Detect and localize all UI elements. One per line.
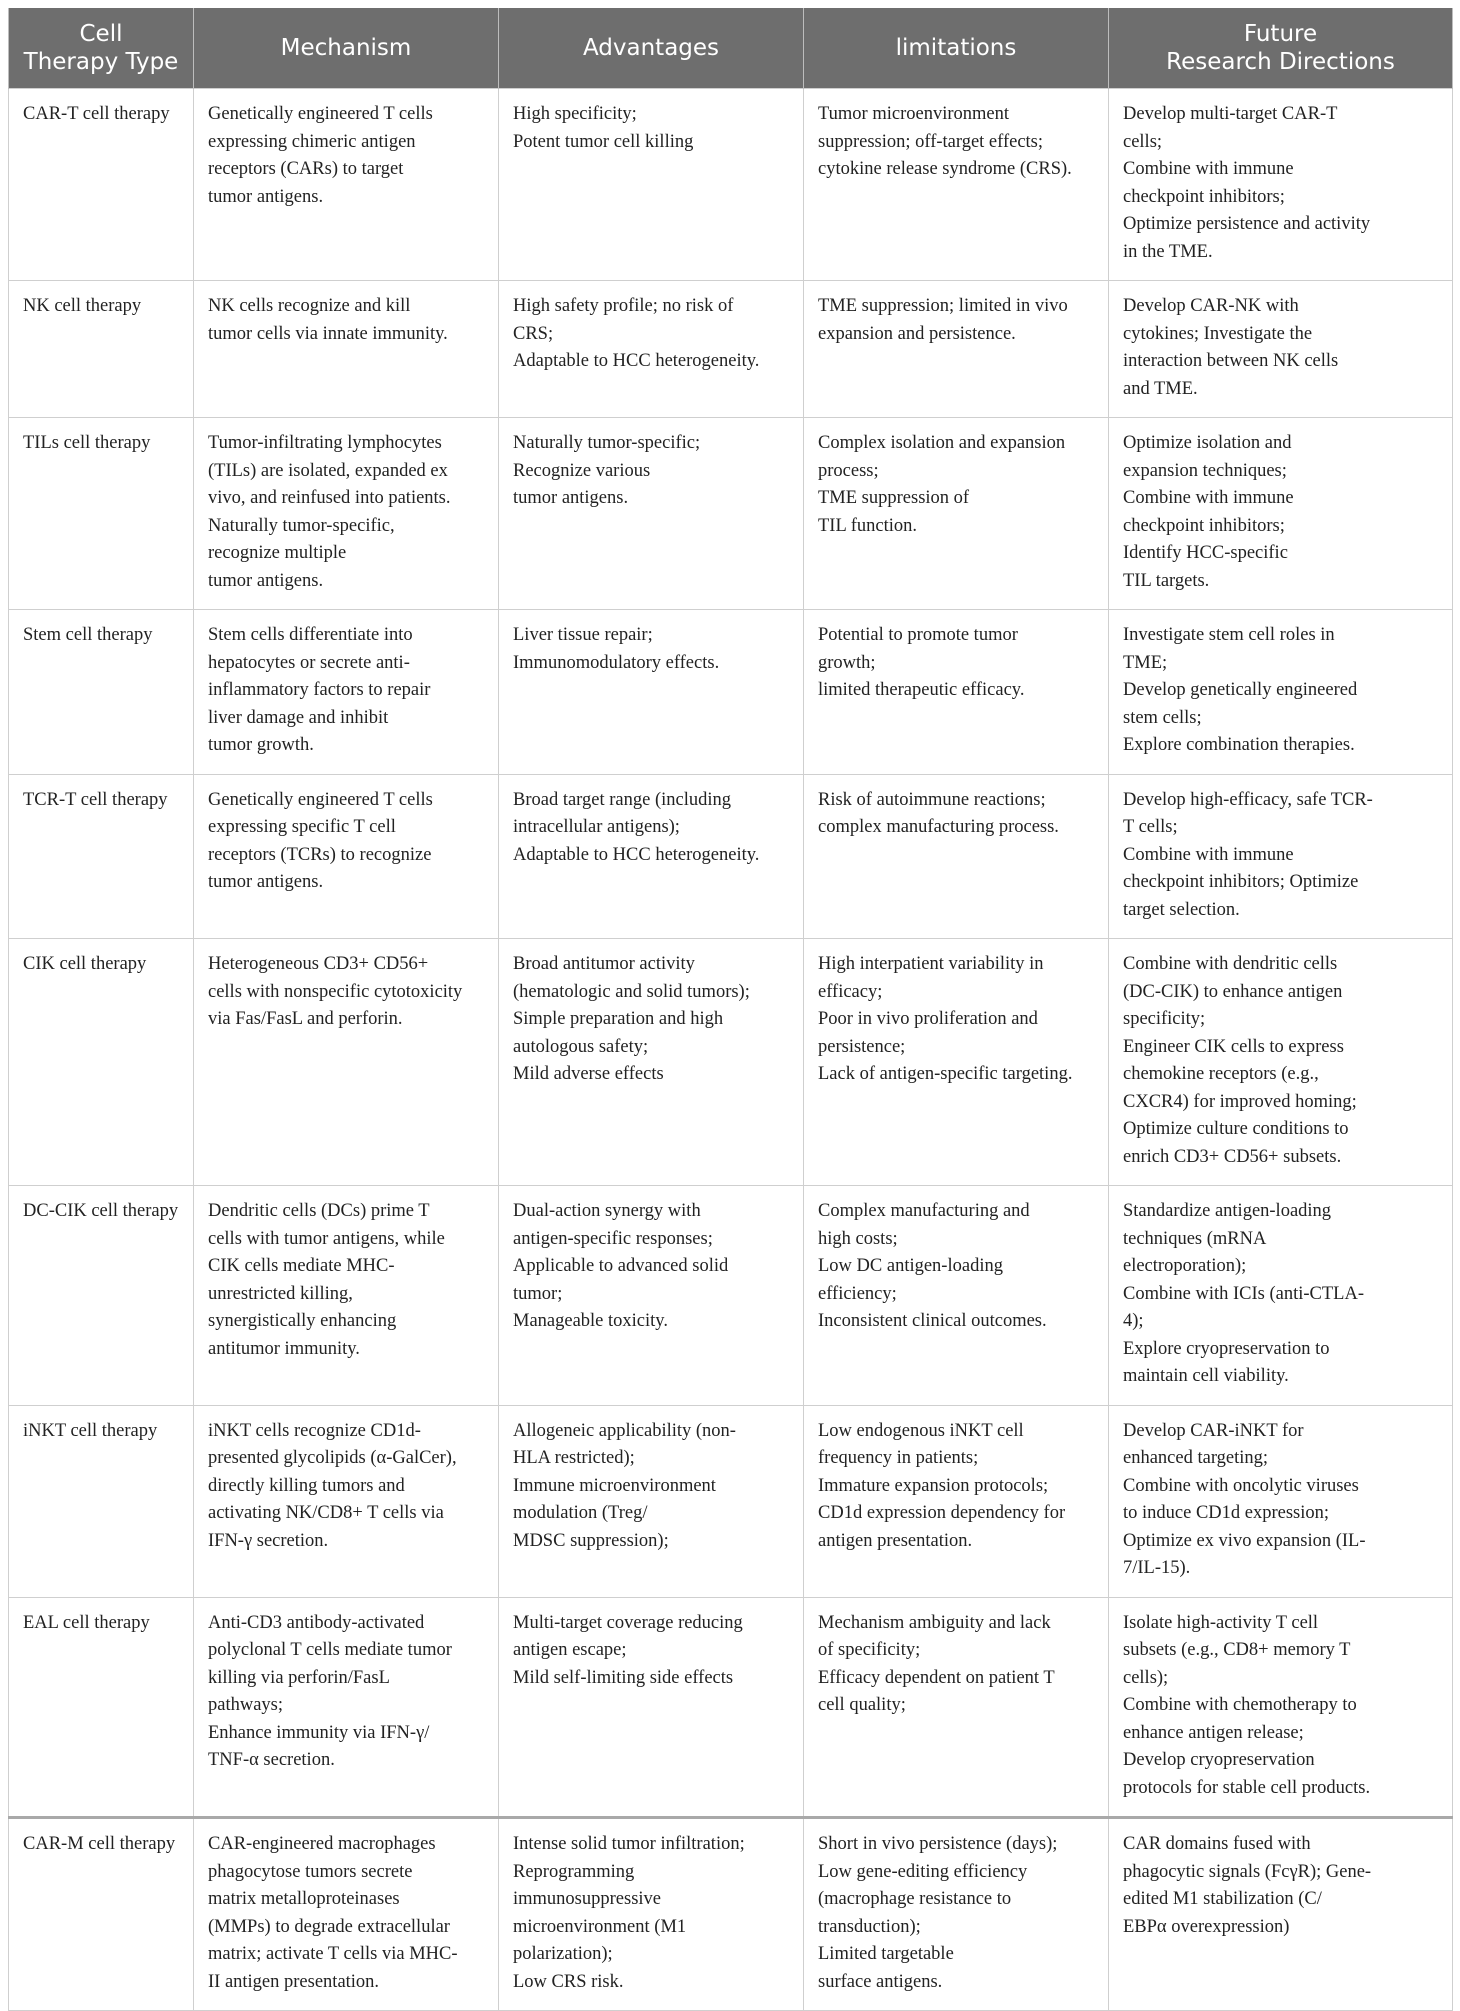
cell-line: TME;: [1123, 652, 1168, 673]
cell-line: cells with nonspecific cytotoxicity: [208, 981, 463, 1002]
table-row: [9, 1405, 1453, 1597]
mechanism-cell: [194, 939, 499, 1186]
cell-line: Tumor-infiltrating lymphocytes: [208, 433, 442, 453]
cell-line: complex manufacturing process.: [818, 817, 1059, 837]
cell-line: antigen-specific responses;: [513, 1228, 713, 1249]
cell-line: Optimize ex vivo expansion (IL-: [1123, 1530, 1366, 1551]
cell-line: Isolate high-activity T cell: [1123, 1612, 1319, 1633]
cell-line: Optimize isolation and: [1123, 433, 1292, 453]
cell-line: enrich CD3+ CD56+ subsets.: [1123, 1146, 1342, 1167]
table-row: [9, 1186, 1453, 1406]
therapy-type-cell: CIK cell therapy: [9, 939, 194, 1186]
header-cell-therapy-type: Cell Therapy Type: [9, 8, 194, 89]
cell-line: expansion and persistence.: [818, 323, 1016, 344]
cell-line: growth;: [818, 652, 876, 673]
cell-line: Optimize culture conditions to: [1123, 1119, 1349, 1139]
cell-line: (TILs) are isolated, expanded ex: [208, 460, 448, 481]
cell-line: Develop CAR-iNKT for: [1123, 1420, 1304, 1441]
cell-line: Combine with oncolytic viruses: [1123, 1475, 1359, 1496]
cell-line: expressing specific T cell: [208, 817, 396, 837]
cell-line: 7/IL-15).: [1123, 1558, 1191, 1578]
cell-line: iNKT cells recognize CD1d-: [208, 1420, 421, 1441]
header-advantages: Advantages: [499, 8, 804, 89]
cell-line: immunosuppressive: [513, 1889, 661, 1909]
cell-line: suppression; off-target effects;: [818, 131, 1044, 152]
cell-line: (DC-CIK) to enhance antigen: [1123, 981, 1343, 1002]
cell-line: CIK cells mediate MHC-: [208, 1256, 395, 1276]
cell-line: phagocytose tumors secrete: [208, 1861, 413, 1882]
future-directions-cell: [1109, 1597, 1453, 1818]
table-row: [9, 89, 1453, 281]
cell-line: Optimize persistence and activity: [1123, 214, 1371, 234]
cell-line: Low CRS risk.: [513, 1971, 624, 1992]
cell-line: tumor growth.: [208, 735, 314, 755]
cell-therapy-table: [8, 8, 1453, 2011]
cell-line: matrix metalloproteinases: [208, 1889, 400, 1909]
cell-line: 4);: [1123, 1311, 1144, 1331]
cell-line: Mild adverse effects: [513, 1064, 664, 1084]
cell-line: limited therapeutic efficacy.: [818, 680, 1025, 700]
mechanism-cell: [194, 1186, 499, 1406]
cell-line: cells);: [1123, 1667, 1169, 1688]
cell-line: Combine with ICIs (anti-CTLA-: [1123, 1283, 1364, 1304]
cell-line: High safety profile; no risk of: [513, 296, 734, 316]
cell-line: process;: [818, 460, 879, 481]
cell-line: frequency in patients;: [818, 1448, 979, 1468]
cell-line: synergistically enhancing: [208, 1311, 397, 1331]
cell-line: CXCR4) for improved homing;: [1123, 1091, 1357, 1112]
cell-line: Liver tissue repair;: [513, 625, 653, 645]
cell-line: Short in vivo persistence (days);: [818, 1834, 1058, 1854]
cell-line: microenvironment (M1: [513, 1916, 687, 1937]
cell-line: EBPα overexpression): [1123, 1916, 1290, 1937]
cell-line: high costs;: [818, 1228, 898, 1249]
future-directions-cell: [1109, 610, 1453, 775]
cell-line: presented glycolipids (α-GalCer),: [208, 1448, 457, 1468]
table-row: [9, 610, 1453, 775]
cell-line: cells;: [1123, 131, 1163, 152]
cell-line: and TME.: [1123, 378, 1198, 399]
cell-line: expressing chimeric antigen: [208, 131, 416, 152]
cell-line: IFN-γ secretion.: [208, 1530, 329, 1551]
cell-line: Potent tumor cell killing: [513, 131, 694, 152]
cell-line: Allogeneic applicability (non-: [513, 1420, 736, 1441]
advantages-cell: [499, 774, 804, 939]
future-directions-cell: [1109, 1405, 1453, 1597]
cell-line: cells with tumor antigens, while: [208, 1228, 445, 1249]
mechanism-cell: [194, 1405, 499, 1597]
cell-line: Limited targetable: [818, 1944, 954, 1964]
cell-line: NK cells recognize and kill: [208, 296, 411, 316]
cell-line: Naturally tumor-specific;: [513, 433, 701, 453]
cell-line: interaction between NK cells: [1123, 351, 1339, 371]
cell-line: Low endogenous iNKT cell: [818, 1420, 1024, 1441]
cell-line: to induce CD1d expression;: [1123, 1503, 1330, 1523]
cell-line: Combine with immune: [1123, 844, 1294, 865]
cell-line: Inconsistent clinical outcomes.: [818, 1311, 1047, 1331]
cell-line: Dendritic cells (DCs) prime T: [208, 1201, 430, 1221]
cell-line: Recognize various: [513, 460, 651, 481]
cell-line: Develop CAR-NK with: [1123, 296, 1299, 316]
cell-line: (macrophage resistance to: [818, 1889, 1012, 1909]
cell-line: persistence;: [818, 1036, 906, 1057]
header-future-research-directions: Future Research Directions: [1109, 8, 1453, 89]
cell-line: Applicable to advanced solid: [513, 1256, 729, 1276]
cell-line: Risk of autoimmune reactions;: [818, 789, 1046, 810]
cell-line: antitumor immunity.: [208, 1338, 360, 1359]
cell-line: High specificity;: [513, 104, 637, 124]
cell-line: efficiency;: [818, 1283, 897, 1304]
limitations-cell: [804, 1405, 1109, 1597]
cell-line: Develop cryopreservation: [1123, 1750, 1315, 1770]
cell-line: Manageable toxicity.: [513, 1311, 668, 1331]
cell-line: TNF-α secretion.: [208, 1750, 335, 1770]
advantages-cell: [499, 418, 804, 610]
cell-line: Genetically engineered T cells: [208, 104, 433, 124]
cell-line: TME suppression; limited in vivo: [818, 296, 1068, 316]
cell-line: Standardize antigen-loading: [1123, 1201, 1332, 1221]
table-row: [9, 1818, 1453, 2011]
therapy-type-cell: TILs cell therapy: [9, 418, 194, 610]
cell-line: Explore cryopreservation to: [1123, 1338, 1330, 1359]
cell-line: Enhance immunity via IFN-γ/: [208, 1722, 430, 1743]
advantages-cell: [499, 281, 804, 418]
future-directions-cell: [1109, 939, 1453, 1186]
cell-line: specificity;: [1123, 1009, 1206, 1029]
cell-line: checkpoint inhibitors;: [1123, 186, 1285, 207]
future-directions-cell: [1109, 774, 1453, 939]
header-row: [9, 8, 1453, 89]
cell-line: Simple preparation and high: [513, 1009, 724, 1029]
therapy-type-cell: CAR-T cell therapy: [9, 89, 194, 281]
cell-line: recognize multiple: [208, 543, 347, 563]
limitations-cell: [804, 281, 1109, 418]
cell-line: cell quality;: [818, 1695, 906, 1715]
cell-line: enhance antigen release;: [1123, 1722, 1304, 1743]
cell-line: cytokines; Investigate the: [1123, 323, 1313, 344]
cell-line: tumor antigens.: [208, 186, 324, 207]
therapy-type-cell: TCR-T cell therapy: [9, 774, 194, 939]
cell-line: expansion techniques;: [1123, 460, 1287, 481]
cell-line: Develop genetically engineered: [1123, 680, 1358, 700]
cell-line: polarization);: [513, 1944, 613, 1964]
cell-line: Immature expansion protocols;: [818, 1475, 1049, 1496]
cell-line: killing via perforin/FasL: [208, 1667, 390, 1688]
cell-line: activating NK/CD8+ T cells via: [208, 1503, 444, 1523]
future-directions-cell: [1109, 1186, 1453, 1406]
mechanism-cell: [194, 610, 499, 775]
cell-line: cytokine release syndrome (CRS).: [818, 159, 1072, 179]
cell-line: matrix; activate T cells via MHC-: [208, 1944, 458, 1964]
mechanism-cell: [194, 774, 499, 939]
advantages-cell: [499, 89, 804, 281]
cell-line: Immunomodulatory effects.: [513, 652, 720, 673]
cell-line: Explore combination therapies.: [1123, 735, 1355, 755]
cell-line: receptors (TCRs) to recognize: [208, 844, 432, 865]
therapy-type-cell: CAR-M cell therapy: [9, 1818, 194, 2011]
cell-line: CAR domains fused with: [1123, 1834, 1311, 1854]
cell-line: polyclonal T cells mediate tumor: [208, 1640, 452, 1660]
cell-line: phagocytic signals (FcγR); Gene-: [1123, 1861, 1372, 1882]
cell-line: TME suppression of: [818, 488, 970, 508]
cell-line: chemokine receptors (e.g.,: [1123, 1064, 1319, 1084]
cell-line: Immune microenvironment: [513, 1475, 716, 1496]
cell-line: Multi-target coverage reducing: [513, 1612, 743, 1633]
cell-line: (hematologic and solid tumors);: [513, 981, 750, 1002]
advantages-cell: [499, 1186, 804, 1406]
cell-line: antigen presentation.: [818, 1530, 973, 1551]
table-row: [9, 939, 1453, 1186]
table-row: [9, 1597, 1453, 1818]
cell-line: unrestricted killing,: [208, 1283, 353, 1304]
cell-line: vivo, and reinfused into patients.: [208, 488, 451, 508]
cell-line: efficacy;: [818, 981, 883, 1002]
cell-line: of specificity;: [818, 1640, 921, 1660]
cell-line: TIL function.: [818, 515, 917, 536]
cell-line: liver damage and inhibit: [208, 707, 389, 728]
cell-line: Efficacy dependent on patient T: [818, 1667, 1055, 1688]
cell-line: subsets (e.g., CD8+ memory T: [1123, 1640, 1351, 1660]
mechanism-cell: [194, 89, 499, 281]
advantages-cell: [499, 610, 804, 775]
cell-line: Engineer CIK cells to express: [1123, 1036, 1344, 1057]
table-row: [9, 281, 1453, 418]
mechanism-cell: [194, 418, 499, 610]
cell-line: T cells;: [1123, 817, 1178, 837]
header-mechanism: Mechanism: [194, 8, 499, 89]
limitations-cell: [804, 1597, 1109, 1818]
cell-line: checkpoint inhibitors; Optimize: [1123, 872, 1359, 892]
cell-line: target selection.: [1123, 899, 1240, 920]
cell-line: via Fas/FasL and perforin.: [208, 1009, 403, 1029]
cell-line: Heterogeneous CD3+ CD56+: [208, 954, 429, 974]
cell-line: High interpatient variability in: [818, 954, 1044, 974]
cell-line: Mechanism ambiguity and lack: [818, 1612, 1051, 1633]
advantages-cell: [499, 1818, 804, 2011]
cell-line: HLA restricted);: [513, 1448, 635, 1468]
therapy-type-cell: Stem cell therapy: [9, 610, 194, 775]
therapy-type-cell: NK cell therapy: [9, 281, 194, 418]
cell-line: Combine with immune: [1123, 488, 1294, 508]
cell-line: Poor in vivo proliferation and: [818, 1009, 1038, 1029]
therapy-type-cell: EAL cell therapy: [9, 1597, 194, 1818]
cell-line: Broad target range (including: [513, 789, 731, 810]
cell-line: edited M1 stabilization (C/: [1123, 1889, 1322, 1909]
table-row: [9, 418, 1453, 610]
cell-line: stem cells;: [1123, 707, 1202, 728]
cell-line: Low DC antigen-loading: [818, 1256, 1003, 1276]
cell-line: surface antigens.: [818, 1971, 943, 1992]
cell-line: checkpoint inhibitors;: [1123, 515, 1285, 536]
cell-line: receptors (CARs) to target: [208, 159, 404, 179]
cell-line: directly killing tumors and: [208, 1475, 405, 1496]
cell-line: Dual-action synergy with: [513, 1201, 701, 1221]
cell-line: Intense solid tumor infiltration;: [513, 1834, 745, 1854]
cell-line: Develop multi-target CAR-T: [1123, 104, 1338, 124]
cell-line: tumor antigens.: [208, 872, 324, 892]
cell-line: autologous safety;: [513, 1036, 649, 1057]
limitations-cell: [804, 610, 1109, 775]
mechanism-cell: [194, 281, 499, 418]
cell-line: Investigate stem cell roles in: [1123, 625, 1335, 645]
limitations-cell: [804, 1186, 1109, 1406]
cell-line: Lack of antigen-specific targeting.: [818, 1064, 1073, 1084]
cell-line: Adaptable to HCC heterogeneity.: [513, 351, 760, 371]
cell-line: Low gene-editing efficiency: [818, 1861, 1028, 1882]
cell-line: CRS;: [513, 323, 554, 344]
cell-line: Identify HCC-specific: [1123, 543, 1288, 563]
limitations-cell: [804, 1818, 1109, 2011]
cell-line: Stem cells differentiate into: [208, 625, 413, 645]
cell-line: TIL targets.: [1123, 570, 1210, 591]
cell-line: intracellular antigens);: [513, 817, 680, 837]
cell-line: pathways;: [208, 1695, 284, 1715]
cell-line: transduction);: [818, 1916, 921, 1937]
cell-line: Anti-CD3 antibody-activated: [208, 1612, 425, 1633]
limitations-cell: [804, 774, 1109, 939]
cell-line: Combine with chemotherapy to: [1123, 1695, 1357, 1715]
limitations-cell: [804, 89, 1109, 281]
cell-line: CD1d expression dependency for: [818, 1503, 1066, 1523]
limitations-cell: [804, 418, 1109, 610]
future-directions-cell: [1109, 1818, 1453, 2011]
advantages-cell: [499, 939, 804, 1186]
therapy-type-cell: DC-CIK cell therapy: [9, 1186, 194, 1406]
cell-line: Mild self-limiting side effects: [513, 1667, 734, 1688]
cell-line: Develop high-efficacy, safe TCR-: [1123, 789, 1373, 810]
cell-line: modulation (Treg/: [513, 1503, 648, 1523]
cell-line: tumor antigens.: [513, 488, 629, 508]
future-directions-cell: [1109, 89, 1453, 281]
cell-line: tumor;: [513, 1283, 563, 1304]
cell-line: techniques (mRNA: [1123, 1228, 1267, 1249]
cell-line: Genetically engineered T cells: [208, 789, 433, 810]
header-limitations: limitations: [804, 8, 1109, 89]
cell-line: protocols for stable cell products.: [1123, 1777, 1371, 1798]
cell-line: Combine with immune: [1123, 159, 1294, 179]
cell-line: Complex isolation and expansion: [818, 433, 1066, 453]
cell-line: in the TME.: [1123, 241, 1213, 262]
cell-line: MDSC suppression);: [513, 1530, 669, 1551]
future-directions-cell: [1109, 418, 1453, 610]
cell-line: Complex manufacturing and: [818, 1201, 1030, 1221]
table-body: [9, 89, 1453, 2011]
cell-line: tumor antigens.: [208, 570, 324, 591]
cell-line: Adaptable to HCC heterogeneity.: [513, 844, 760, 865]
advantages-cell: [499, 1405, 804, 1597]
limitations-cell: [804, 939, 1109, 1186]
cell-line: inflammatory factors to repair: [208, 680, 431, 700]
cell-line: maintain cell viability.: [1123, 1366, 1289, 1386]
mechanism-cell: [194, 1818, 499, 2011]
therapy-type-cell: iNKT cell therapy: [9, 1405, 194, 1597]
cell-line: CAR-engineered macrophages: [208, 1834, 436, 1854]
cell-line: hepatocytes or secrete anti-: [208, 652, 410, 673]
cell-line: Broad antitumor activity: [513, 954, 695, 974]
cell-line: antigen escape;: [513, 1640, 627, 1660]
cell-line: Combine with dendritic cells: [1123, 954, 1338, 974]
table-row: [9, 774, 1453, 939]
cell-line: II antigen presentation.: [208, 1971, 380, 1992]
cell-line: electroporation);: [1123, 1256, 1247, 1276]
cell-line: Potential to promote tumor: [818, 625, 1018, 645]
cell-line: enhanced targeting;: [1123, 1448, 1269, 1468]
future-directions-cell: [1109, 281, 1453, 418]
cell-line: Naturally tumor-specific,: [208, 515, 395, 536]
cell-line: Reprogramming: [513, 1861, 635, 1882]
cell-line: tumor cells via innate immunity.: [208, 323, 448, 344]
cell-line: Tumor microenvironment: [818, 104, 1009, 124]
advantages-cell: [499, 1597, 804, 1818]
mechanism-cell: [194, 1597, 499, 1818]
cell-line: (MMPs) to degrade extracellular: [208, 1916, 450, 1937]
